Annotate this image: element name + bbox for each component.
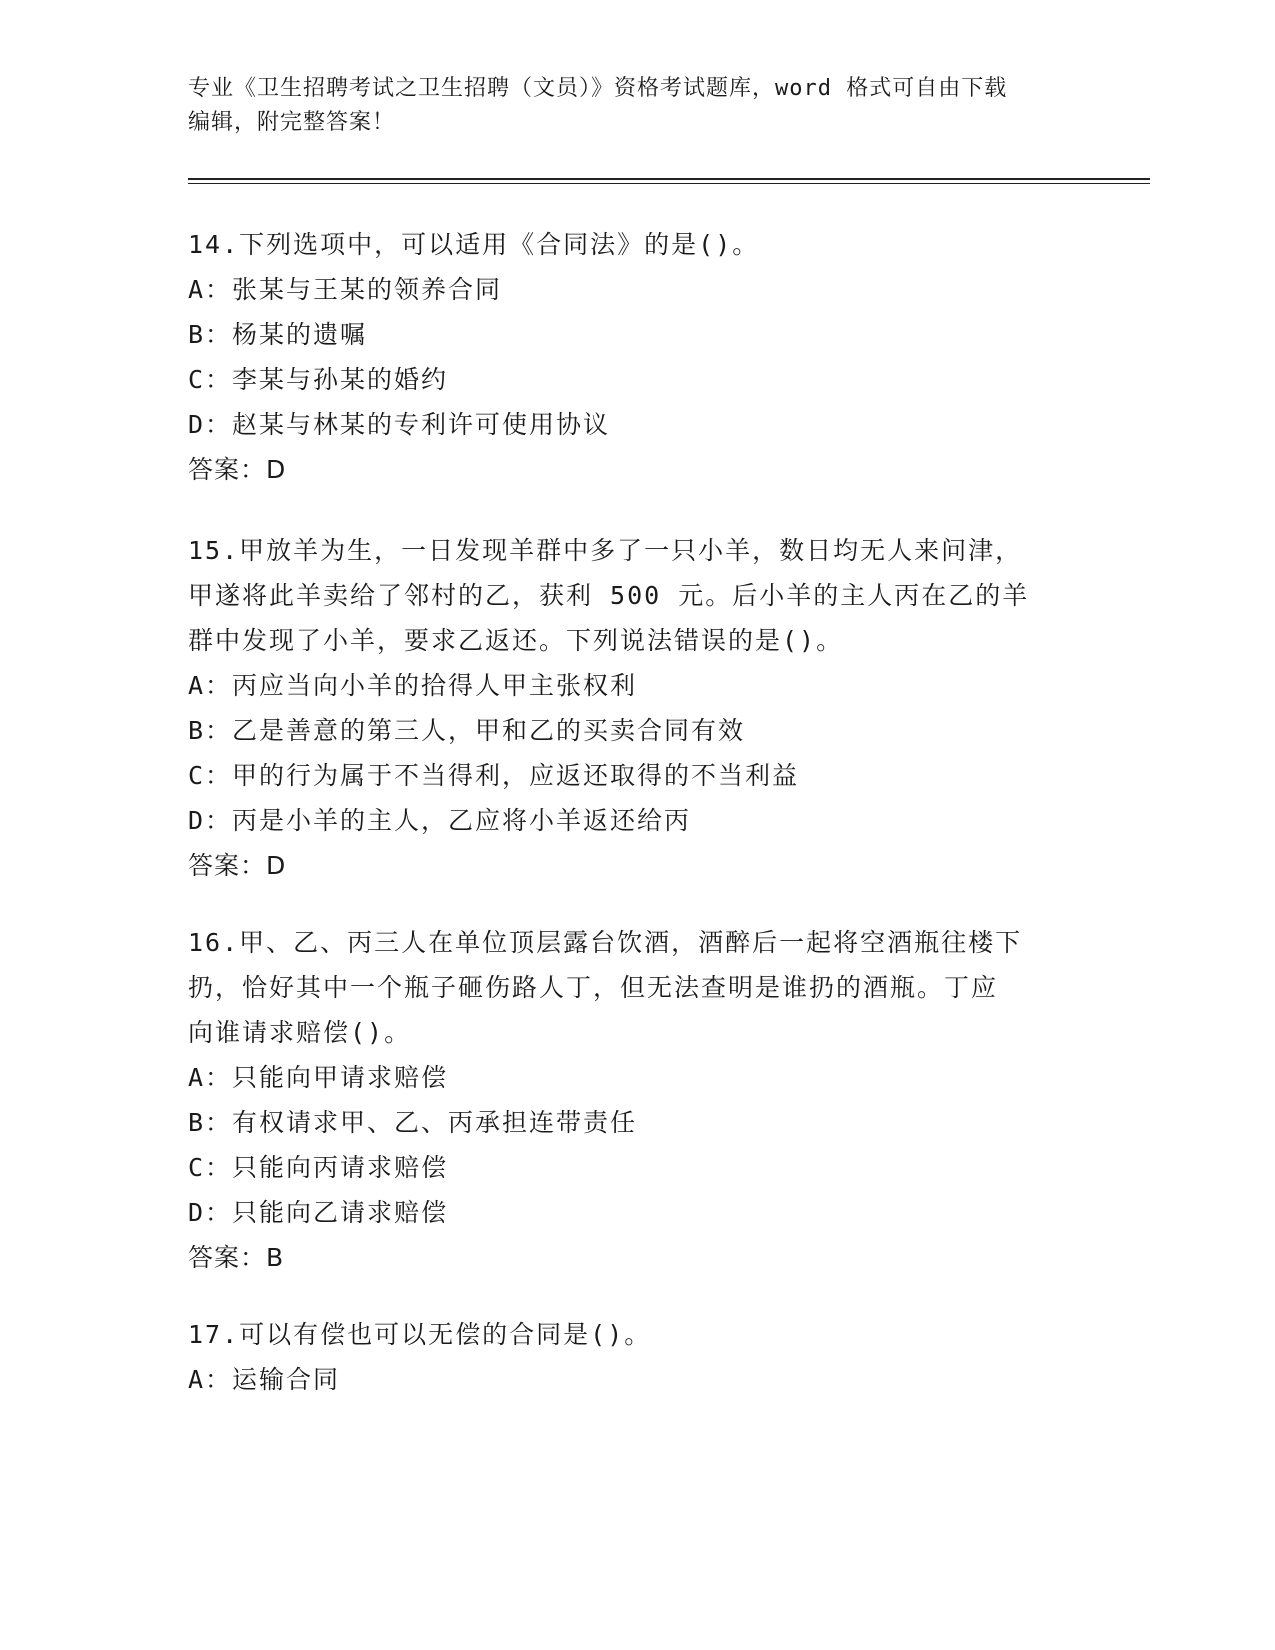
option-b: B：乙是善意的第三人，甲和乙的买卖合同有效 (188, 716, 746, 745)
question-stem: 15.甲放羊为生，一日发现羊群中多了一只小羊，数日均无人来问津， (188, 536, 1023, 565)
question-stem: 16.甲、乙、丙三人在单位顶层露台饮酒，酒醉后一起将空酒瓶往楼下 (188, 928, 1023, 957)
header-divider-thin (188, 183, 1150, 184)
question-16 (188, 920, 1088, 1280)
question-14 (188, 222, 1088, 492)
document-header (188, 72, 1088, 140)
question-stem: 扔，恰好其中一个瓶子砸伤路人丁，但无法查明是谁扔的酒瓶。丁应 (188, 973, 999, 1002)
option-d: D：只能向乙请求赔偿 (188, 1198, 449, 1227)
option-c: C：只能向丙请求赔偿 (188, 1153, 449, 1182)
question-stem: 向谁请求赔偿()。 (188, 1018, 412, 1047)
header-line-1: 专业《卫生招聘考试之卫生招聘（文员）》资格考试题库，word 格式可自由下载 (188, 76, 1008, 101)
answer: 答案：B (188, 1243, 285, 1272)
question-stem: 群中发现了小羊，要求乙返还。下列说法错误的是()。 (188, 626, 844, 655)
option-a: A：运输合同 (188, 1365, 341, 1394)
question-stem: 14.下列选项中，可以适用《合同法》的是()。 (188, 230, 760, 259)
question-15 (188, 528, 1088, 888)
header-line-2: 编辑，附完整答案！ (188, 110, 396, 135)
option-a: A：丙应当向小羊的拾得人甲主张权利 (188, 671, 638, 700)
header-divider (188, 178, 1150, 180)
question-stem: 甲遂将此羊卖给了邻村的乙，获利 500 元。后小羊的主人丙在乙的羊 (188, 581, 1030, 610)
answer: 答案：D (188, 851, 287, 880)
option-a: A：只能向甲请求赔偿 (188, 1063, 449, 1092)
question-stem: 17.可以有偿也可以无偿的合同是()。 (188, 1320, 652, 1349)
option-a: A：张某与王某的领养合同 (188, 275, 503, 304)
answer: 答案：D (188, 455, 287, 484)
option-b: B：有权请求甲、乙、丙承担连带责任 (188, 1108, 638, 1137)
option-d: D：丙是小羊的主人，乙应将小羊返还给丙 (188, 806, 692, 835)
option-c: C：甲的行为属于不当得利，应返还取得的不当利益 (188, 761, 800, 790)
option-b: B：杨某的遗嘱 (188, 320, 368, 349)
option-d: D：赵某与林某的专利许可使用协议 (188, 410, 611, 439)
option-c: C：李某与孙某的婚约 (188, 365, 449, 394)
question-17 (188, 1312, 1088, 1402)
